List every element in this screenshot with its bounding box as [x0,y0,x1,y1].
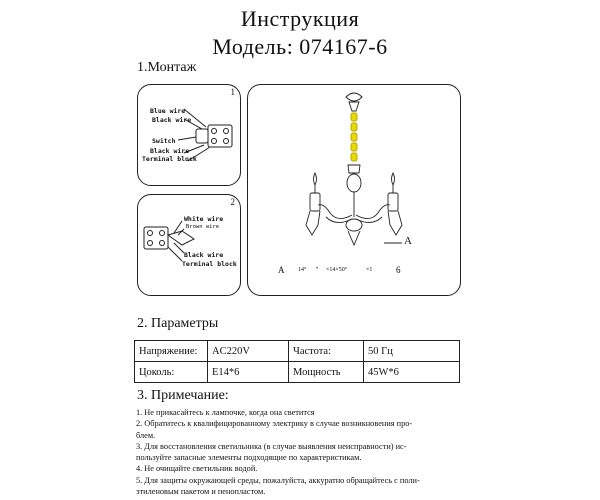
document-title: Инструкция [240,6,360,31]
table-cell: E14*6 [208,362,289,383]
legend-lamp-count: 6 [396,265,401,275]
list-item: 3. Для восстановления светильника (в случае выявления неисправности) ис- [136,441,407,451]
diagram-number-2: 2 [230,197,235,207]
table-cell: Мощность [289,362,364,383]
label-black-wire: Black wire [184,251,224,259]
diagram-number: 1 [230,87,235,97]
section-installation-heading: 1.Монтаж [137,60,197,75]
label-brown-wire: Brown wire [186,224,220,230]
label-terminal-block: Terminal block [142,155,197,163]
label-blue-wire: Blue wire [150,107,186,115]
section-parameters-heading: 2. Параметры [137,316,219,331]
notes-list [136,407,446,497]
table-cell: 45W*6 [364,362,460,383]
label-switch: Switch [152,137,176,145]
chandelier-drawing-panel [247,84,461,296]
wiring-diagram-switch [137,84,241,186]
table-cell: Напряжение: [135,341,208,362]
section-notes-heading: 3. Примечание: [137,388,229,403]
table-cell: 50 Гц [364,341,460,362]
chandelier-icon [248,85,460,295]
list-item: этиленовым пакетом и пенопластом. [136,487,266,497]
parameters-table [134,340,460,383]
list-item: 5. Для защиты окружающей среды, пожалуйста, аккуратно обращайтесь с поли- [136,475,420,485]
table-row [135,341,460,362]
list-item: 2. Обратитесь к квалифицированному электрику в случае возникновения про- [136,419,413,429]
table-cell: Цоколь: [135,362,208,383]
table-cell: AC220V [208,341,289,362]
list-item: блем. [136,430,156,440]
wiring-diagram-direct [137,194,241,296]
legend-quantity: ×1 [366,267,373,273]
list-item: 4. Не очищайте светильник водой. [136,464,258,474]
list-item: пользуйте запасные элементы подходящие по характеристикам. [136,453,362,463]
label-black-wire-2: Black wire [150,147,190,155]
callout-a: A [404,235,412,247]
label-white-wire: White wire [184,215,224,223]
legend-dot: • [316,266,319,272]
model-number: Модель: 074167-6 [212,34,388,59]
table-cell: Частота: [289,341,364,362]
switch-wiring-icon [138,85,240,185]
label-terminal-block: Terminal block [182,260,237,268]
legend-mark-a: A [278,265,285,275]
table-row [135,362,460,383]
direct-wiring-icon [138,195,240,295]
list-item: 1. Не прикасайтесь к лампочке, когда она светится [136,408,315,417]
legend-dimensions: ×14×50° [326,267,348,273]
label-black-wire: Black wire [152,116,192,124]
legend-angle: 14° [298,267,307,273]
